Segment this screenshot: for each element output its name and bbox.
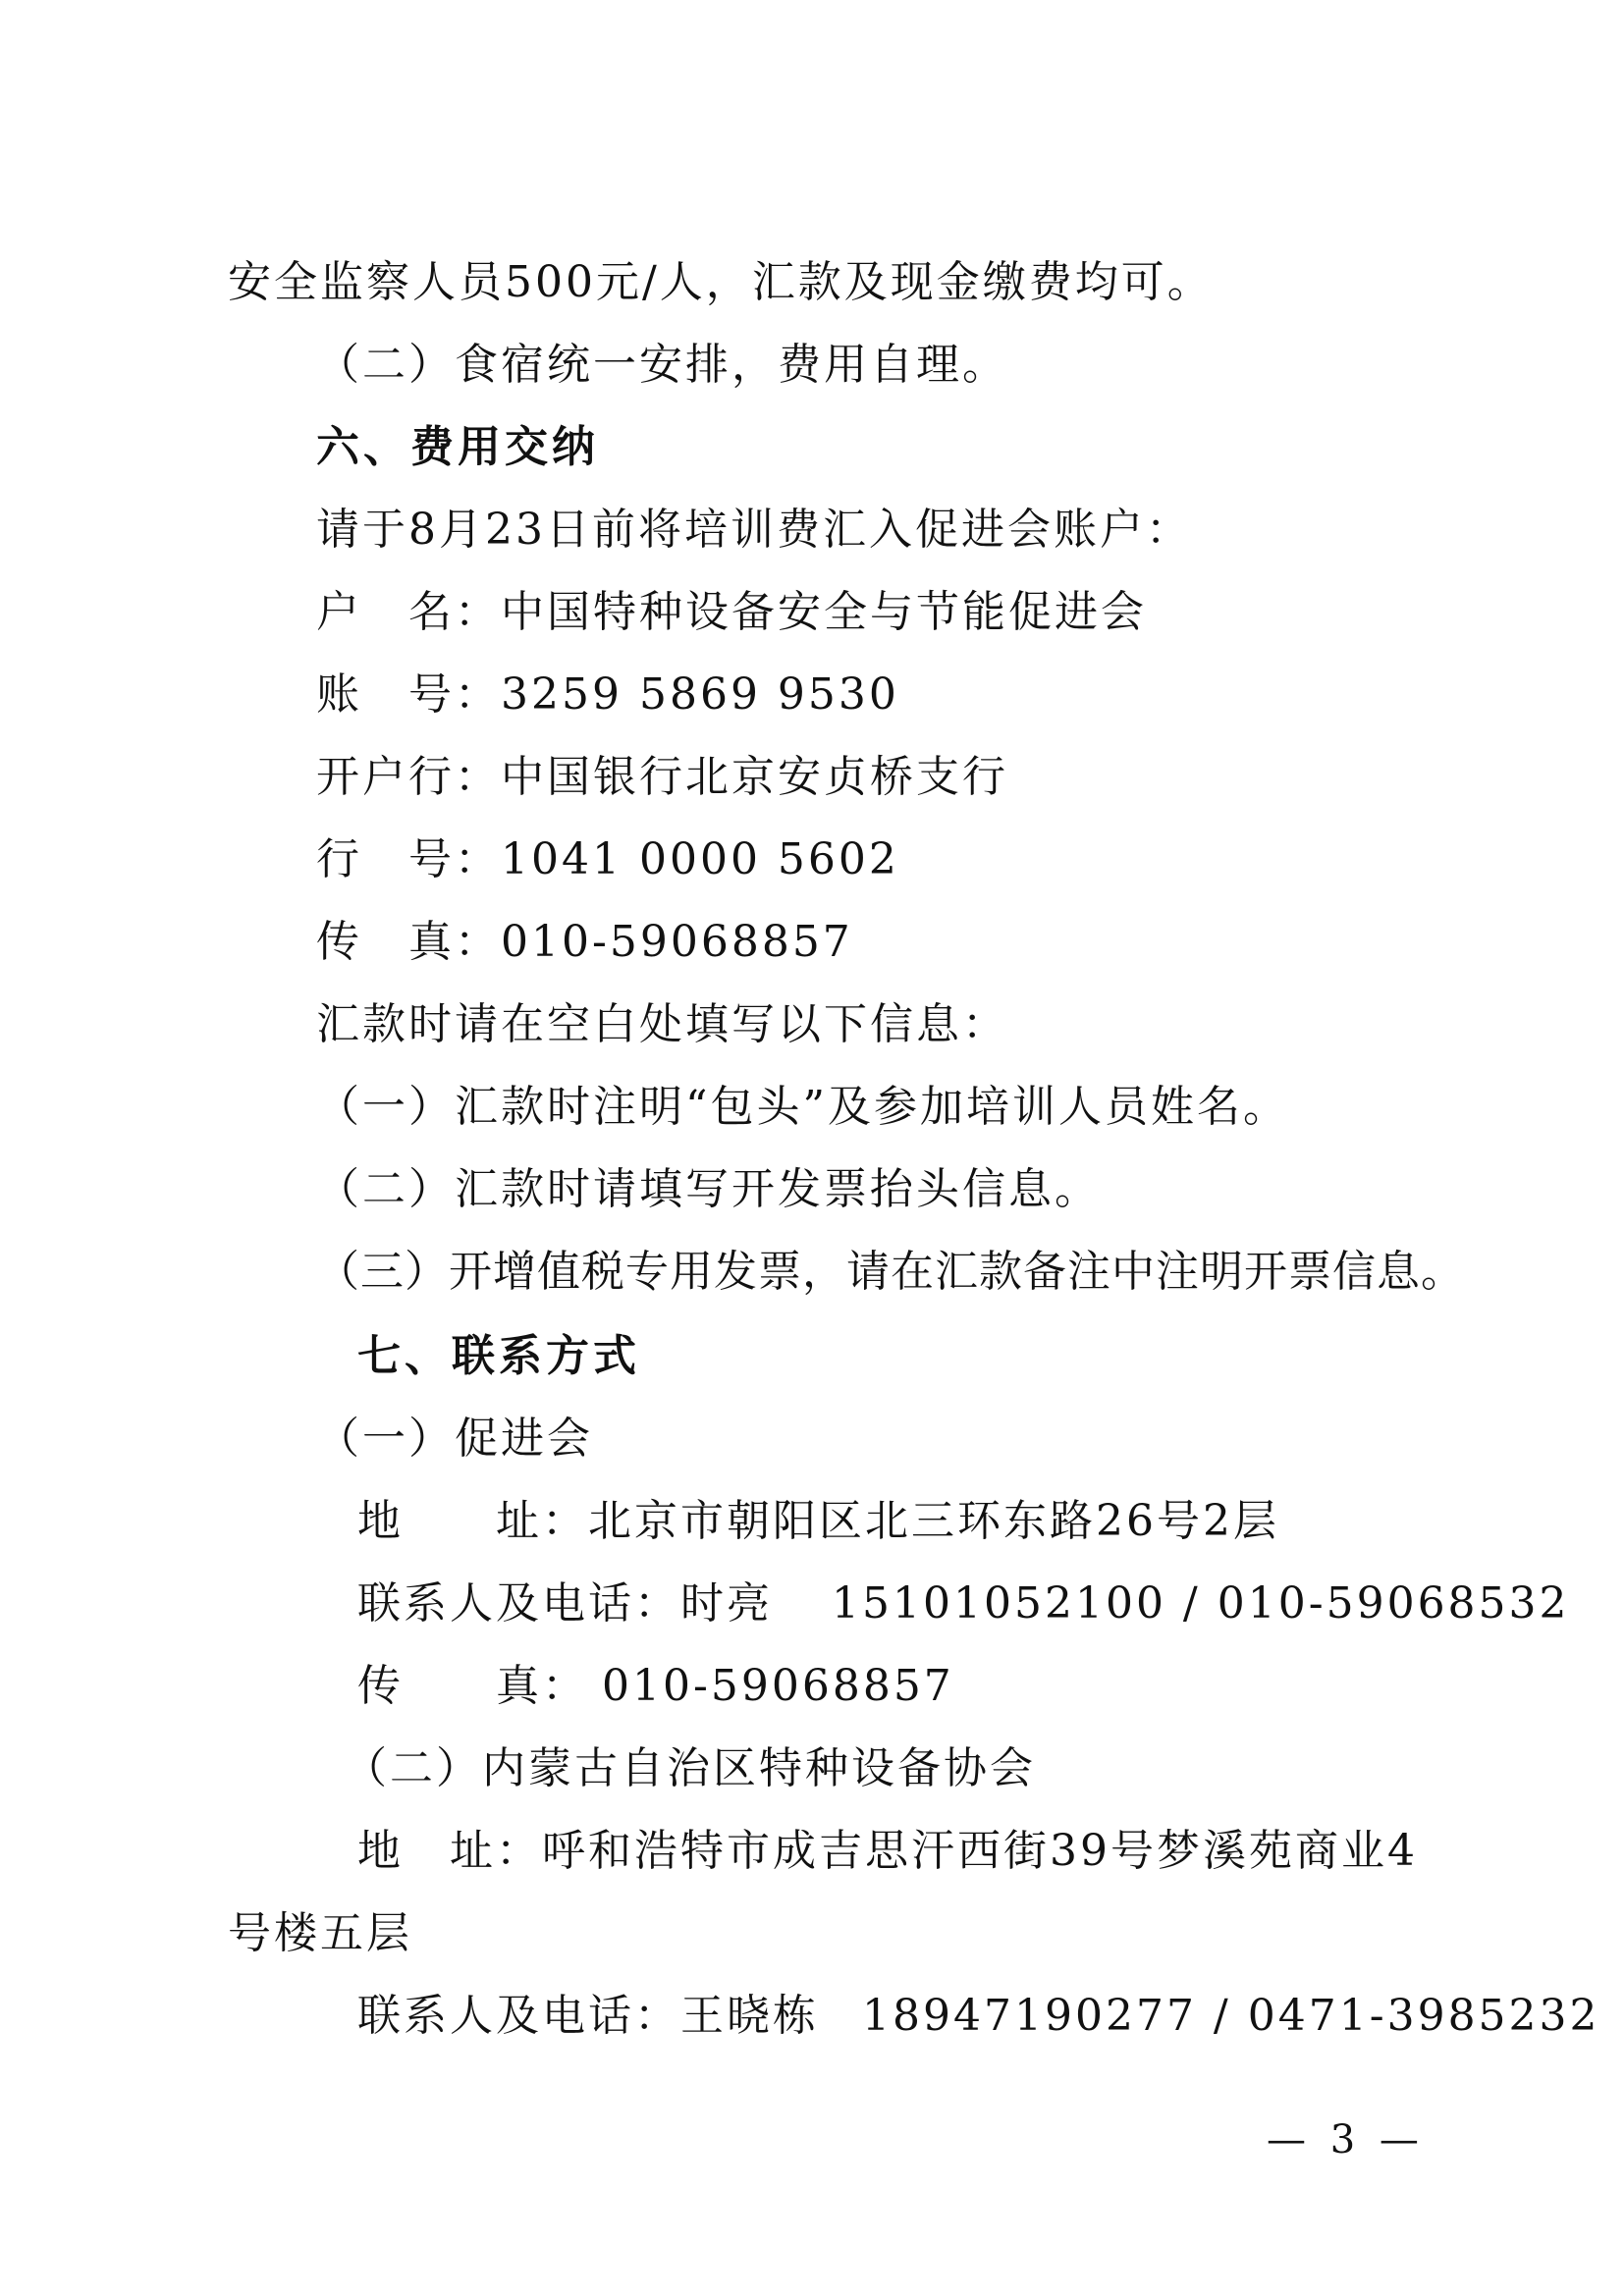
org1-contact-name: 时亮 bbox=[680, 1578, 773, 1629]
org2-address-label: 地 址： bbox=[357, 1826, 542, 1876]
account-number-value: 3259 5869 9530 bbox=[501, 669, 899, 720]
org1-contact-phone: 15101052100 / 010-59068532 bbox=[832, 1578, 1570, 1629]
fax-label: 传 真： bbox=[316, 917, 501, 967]
org2-address-value-line1: 呼和浩特市成吉思汗西街39号梦溪苑商业4 bbox=[542, 1826, 1418, 1876]
org1-contact-row bbox=[357, 1575, 1570, 1633]
section-6-heading: 六、费用交纳 bbox=[316, 422, 599, 472]
page-number: — 3 — bbox=[1267, 2117, 1425, 2163]
remit-item-3: （三）开增值税专用发票，请在汇款备注中注明开票信息。 bbox=[316, 1247, 1465, 1297]
bank-label: 开户行： bbox=[316, 752, 501, 802]
remit-item-2: （二）汇款时请填写开发票抬头信息。 bbox=[316, 1164, 1101, 1214]
org2-contact-row bbox=[357, 1987, 1600, 2046]
fax-value: 010-59068857 bbox=[501, 917, 853, 967]
remit-note: 汇款时请在空白处填写以下信息： bbox=[316, 999, 1008, 1049]
org2-contact-label: 联系人及电话： bbox=[357, 1991, 680, 2041]
payment-intro: 请于8月23日前将培训费汇入促进会账户： bbox=[316, 505, 1192, 555]
org1-contact-label: 联系人及电话： bbox=[357, 1578, 680, 1629]
org1-address-value: 北京市朝阳区北三环东路26号2层 bbox=[588, 1496, 1279, 1546]
account-name-row bbox=[316, 583, 1147, 642]
section-7-heading: 七、联系方式 bbox=[357, 1331, 640, 1381]
org1-address-row bbox=[357, 1492, 1279, 1551]
org1-fax-label: 传 真： bbox=[357, 1661, 588, 1711]
bank-number-value: 1041 0000 5602 bbox=[501, 834, 899, 884]
fee-paragraph-tail: 安全监察人员500元/人，汇款及现金缴费均可。 bbox=[228, 257, 1214, 307]
bank-row bbox=[316, 748, 1008, 807]
fax-row bbox=[316, 913, 853, 972]
account-number-label: 账 号： bbox=[316, 669, 501, 720]
org1-address-label: 地 址： bbox=[357, 1496, 588, 1546]
bank-value: 中国银行北京安贞桥支行 bbox=[501, 752, 1008, 802]
org1-fax-row bbox=[357, 1657, 954, 1716]
org2-address-row bbox=[357, 1822, 1418, 1881]
bank-number-row bbox=[316, 830, 899, 889]
org2-title: （二）内蒙古自治区特种设备协会 bbox=[344, 1743, 1036, 1793]
org2-contact-name: 王晓栋 bbox=[680, 1991, 819, 2041]
org1-title: （一）促进会 bbox=[316, 1414, 593, 1464]
org2-contact-phone: 18947190277 / 0471-3985232 bbox=[862, 1991, 1600, 2041]
account-number-row bbox=[316, 666, 899, 724]
org1-fax-value: 010-59068857 bbox=[602, 1661, 954, 1711]
account-name-value: 中国特种设备安全与节能促进会 bbox=[501, 587, 1147, 637]
account-name-label: 户 名： bbox=[316, 587, 501, 637]
remit-item-1: （一）汇款时注明“包头”及参加培训人员姓名。 bbox=[316, 1082, 1289, 1132]
lodging-item: （二）食宿统一安排，费用自理。 bbox=[316, 340, 1008, 390]
bank-number-label: 行 号： bbox=[316, 834, 501, 884]
org2-address-continuation: 号楼五层 bbox=[228, 1908, 412, 1958]
